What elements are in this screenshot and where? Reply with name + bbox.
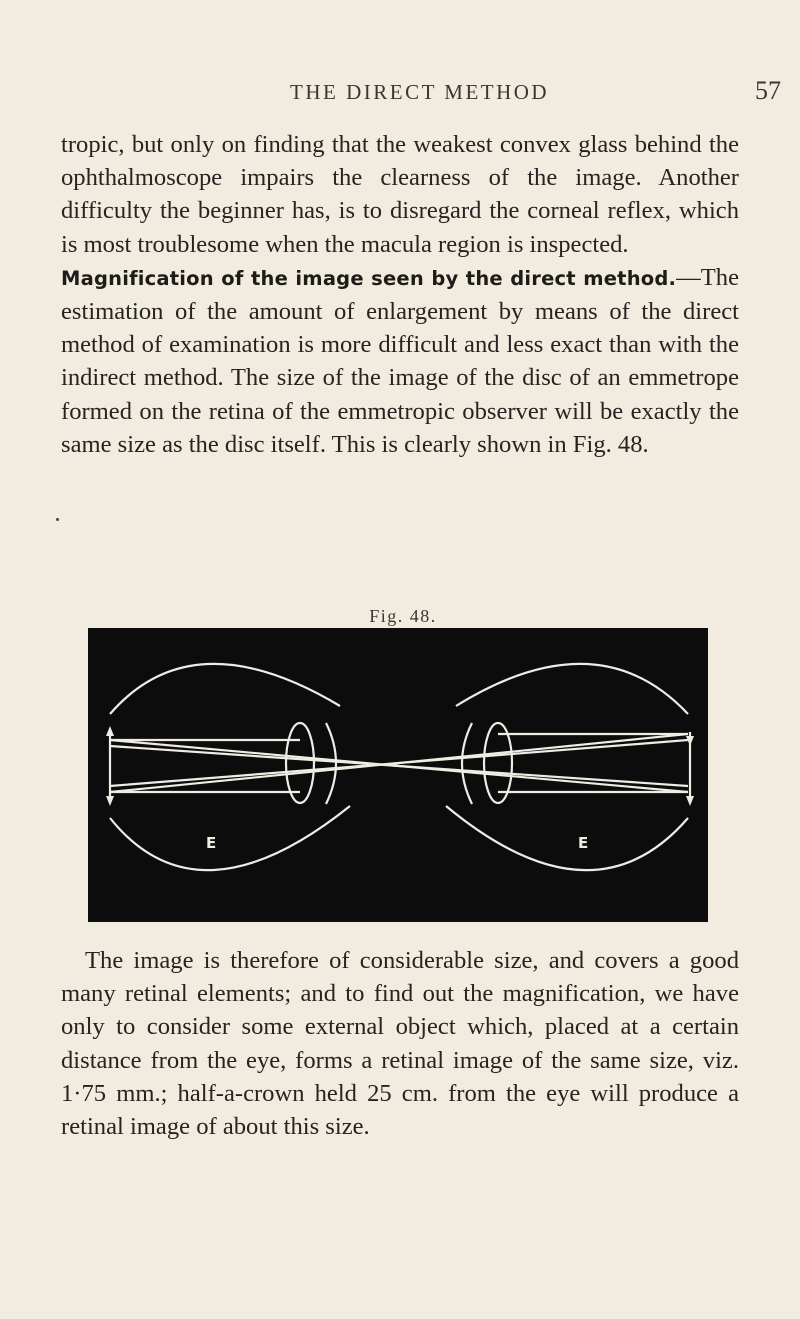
margin-mark xyxy=(56,518,59,521)
right-eye-label: E xyxy=(578,834,589,852)
figure-background xyxy=(88,628,708,922)
left-eye-label: E xyxy=(206,834,217,852)
paragraph-2 xyxy=(61,261,739,461)
text-block-bottom xyxy=(61,944,739,1143)
paragraph-3: The image is therefore of considerable size, and covers a good many retinal elements; and to find out the magnification, we have only to consider some external object which, placed at a certain distance from the eye, forms a retinal image of the same size, viz. 1·75 mm.; half-a-crown held 25 cm. from the eye will produce a retinal image of about this size. xyxy=(61,947,739,1141)
figure-caption-prefix: Fig. xyxy=(369,606,404,626)
running-head xyxy=(0,76,800,114)
text-block-top xyxy=(61,128,739,461)
paragraph-2-text: —The estimation of the amount of enlargement by means of the direct method of examination is more difficult and less exact than with the indirect method. The size of the image of the disc of an emmetrope formed on the retina of the emmetropic observer will be exactly the same size as the disc itself. This is clearly shown in Fig. 48. xyxy=(61,263,739,458)
page-number: 57 xyxy=(755,76,781,105)
figure-caption xyxy=(0,606,800,627)
paragraph-1: tropic, but only on finding that the weakest convex glass behind the ophthalmoscope impairs the clearness of the image. Another difficulty the beginner has, is to disregard the corneal reflex, which is most troublesome when the macula region is inspected. xyxy=(61,131,739,258)
eye-diagram xyxy=(88,628,708,922)
figure-caption-number: 48. xyxy=(409,606,437,626)
figure-48 xyxy=(88,628,708,922)
section-heading: Magnification of the image seen by the direct method. xyxy=(61,266,677,290)
running-title: THE DIRECT METHOD xyxy=(290,80,550,104)
